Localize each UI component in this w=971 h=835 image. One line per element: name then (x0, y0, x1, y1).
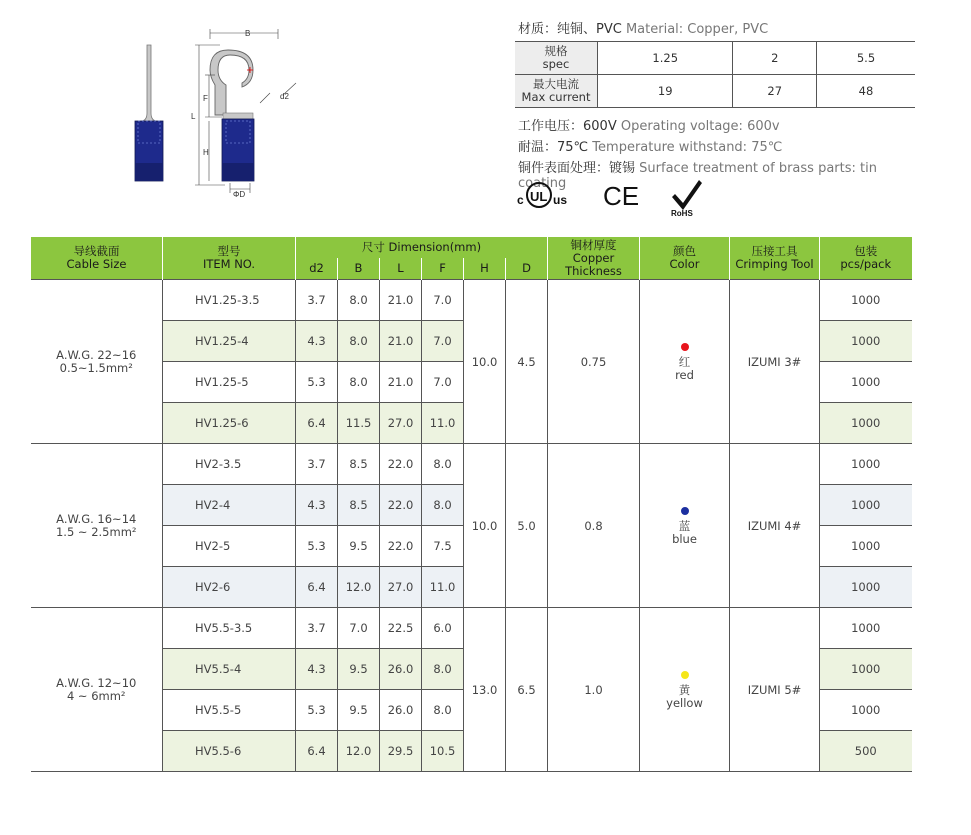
color-zh: 红 (678, 354, 691, 369)
l-cell: 29.5 (380, 731, 422, 772)
header-color (640, 237, 730, 280)
d2-cell: 4.3 (296, 649, 338, 690)
cable-size-cell (31, 280, 163, 444)
header-tool-zh: 压接工具 (751, 244, 798, 258)
l-cell: 26.0 (380, 649, 422, 690)
spec-info (518, 115, 915, 191)
table-row (31, 280, 912, 321)
item-no-cell: HV1.25-6 (163, 403, 296, 444)
item-no-cell: HV5.5-3.5 (163, 608, 296, 649)
current-value: 48 (817, 75, 916, 108)
product-table (30, 237, 912, 772)
f-cell: 8.0 (422, 690, 464, 731)
crimping-tool-cell: IZUMI 4# (730, 444, 820, 608)
b-cell: 9.5 (338, 526, 380, 567)
header-pack-zh: 包装 (854, 244, 878, 258)
l-cell: 21.0 (380, 362, 422, 403)
b-cell: 11.5 (338, 403, 380, 444)
item-no-cell: HV5.5-4 (163, 649, 296, 690)
d-cell: 4.5 (506, 280, 548, 444)
color-cell (640, 280, 730, 444)
b-cell: 8.0 (338, 362, 380, 403)
pack-cell: 1000 (820, 444, 912, 485)
pack-cell: 1000 (820, 526, 912, 567)
voltage-zh: 工作电压：600V (518, 119, 617, 134)
item-no-cell: HV2-6 (163, 567, 296, 608)
spec-value: 5.5 (817, 42, 916, 75)
temperature-zh: 耐温：75℃ (518, 140, 589, 155)
header-tool (730, 237, 820, 280)
pack-cell: 1000 (820, 362, 912, 403)
front-view-hook-terminal (210, 50, 254, 181)
temperature-en: Temperature withstand: 75℃ (592, 140, 783, 155)
pack-cell: 1000 (820, 608, 912, 649)
item-no-cell: HV1.25-3.5 (163, 280, 296, 321)
b-cell: 7.0 (338, 608, 380, 649)
pack-cell: 1000 (820, 690, 912, 731)
item-no-cell: HV5.5-5 (163, 690, 296, 731)
spec-row (515, 42, 915, 75)
f-cell: 11.0 (422, 567, 464, 608)
d2-cell: 4.3 (296, 321, 338, 362)
b-cell: 8.5 (338, 444, 380, 485)
f-cell: 11.0 (422, 403, 464, 444)
cable-awg: A.W.G. 16~14 (56, 511, 137, 526)
f-cell: 7.0 (422, 362, 464, 403)
f-cell: 10.5 (422, 731, 464, 772)
l-cell: 27.0 (380, 403, 422, 444)
header-item (163, 237, 296, 280)
f-cell: 8.0 (422, 485, 464, 526)
d2-cell: 5.3 (296, 362, 338, 403)
d2-cell: 6.4 (296, 567, 338, 608)
ul-us-text: us (553, 193, 568, 207)
current-label (515, 75, 598, 108)
d2-cell: 5.3 (296, 690, 338, 731)
spec-value: 1.25 (598, 42, 733, 75)
d-cell: 6.5 (506, 608, 548, 772)
current-value: 19 (598, 75, 733, 108)
h-cell: 13.0 (464, 608, 506, 772)
header-thickness-en1: Copper (572, 250, 615, 265)
cable-awg: A.W.G. 22~16 (56, 347, 137, 362)
header-item-en: ITEM NO. (202, 257, 256, 271)
spec-label-zh: 规格 (544, 44, 568, 58)
b-cell: 12.0 (338, 731, 380, 772)
item-no-cell: HV1.25-4 (163, 321, 296, 362)
header-l: L (380, 258, 422, 280)
header-pack-en: pcs/pack (840, 257, 892, 271)
ul-text: UL (530, 189, 548, 204)
surface-zh: 铜件表面处理：镀锡 (518, 161, 636, 176)
header-color-zh: 颜色 (673, 244, 696, 258)
table-row (31, 444, 912, 485)
d2-cell: 5.3 (296, 526, 338, 567)
d2-cell: 3.7 (296, 444, 338, 485)
item-no-cell: HV2-3.5 (163, 444, 296, 485)
cable-mm2: 4 ~ 6mm² (66, 688, 126, 703)
color-dot-icon (681, 507, 689, 515)
l-cell: 22.0 (380, 526, 422, 567)
spec-label (515, 42, 598, 75)
color-zh: 黄 (678, 682, 691, 697)
material-zh: 材质：纯铜、PVC (518, 22, 622, 37)
dim-label-phid: ΦD (233, 190, 246, 199)
l-cell: 26.0 (380, 690, 422, 731)
current-row (515, 75, 915, 108)
pack-cell: 1000 (820, 280, 912, 321)
item-no-cell: HV2-5 (163, 526, 296, 567)
d2-cell: 6.4 (296, 403, 338, 444)
h-cell: 10.0 (464, 444, 506, 608)
thickness-cell: 1.0 (548, 608, 640, 772)
dim-label-f: F (203, 94, 208, 103)
pack-cell: 500 (820, 731, 912, 772)
crimping-tool-cell: IZUMI 3# (730, 280, 820, 444)
l-cell: 27.0 (380, 567, 422, 608)
d2-cell: 6.4 (296, 731, 338, 772)
temperature-line (518, 136, 915, 157)
terminal-dimension-diagram (120, 25, 310, 200)
d-cell: 5.0 (506, 444, 548, 608)
header-cable-en: Cable Size (66, 257, 127, 271)
side-view-terminal (135, 45, 163, 181)
f-cell: 7.0 (422, 321, 464, 362)
l-cell: 22.5 (380, 608, 422, 649)
product-table-body (31, 280, 912, 772)
b-cell: 9.5 (338, 690, 380, 731)
header-row (31, 237, 912, 258)
header-dimension: 尺寸 Dimension(mm) (296, 237, 548, 258)
thickness-cell: 0.8 (548, 444, 640, 608)
d2-cell: 3.7 (296, 608, 338, 649)
pack-cell: 1000 (820, 649, 912, 690)
header-thickness-zh: 铜材厚度 (570, 237, 617, 252)
pack-cell: 1000 (820, 321, 912, 362)
ul-c-text: c (517, 193, 524, 207)
ul-logo (517, 183, 567, 207)
color-dot-icon (681, 671, 689, 679)
header-f: F (422, 258, 464, 280)
spec-block (515, 18, 915, 191)
certification-logos (515, 172, 715, 222)
current-value: 27 (733, 75, 817, 108)
pack-cell: 1000 (820, 567, 912, 608)
item-no-cell: HV1.25-5 (163, 362, 296, 403)
item-no-cell: HV2-4 (163, 485, 296, 526)
b-cell: 8.0 (338, 280, 380, 321)
spec-value: 2 (733, 42, 817, 75)
f-cell: 6.0 (422, 608, 464, 649)
b-cell: 9.5 (338, 649, 380, 690)
header-b: B (338, 258, 380, 280)
l-cell: 21.0 (380, 321, 422, 362)
d2-cell: 3.7 (296, 280, 338, 321)
f-cell: 8.0 (422, 649, 464, 690)
item-no-cell: HV5.5-6 (163, 731, 296, 772)
cable-awg: A.W.G. 12~10 (56, 675, 137, 690)
l-cell: 22.0 (380, 444, 422, 485)
thickness-cell: 0.75 (548, 280, 640, 444)
ce-logo: CE (603, 181, 640, 211)
material-line (518, 18, 915, 37)
table-row (31, 608, 912, 649)
color-zh: 蓝 (678, 518, 691, 533)
dim-label-l: L (191, 112, 196, 121)
color-cell (640, 444, 730, 608)
l-cell: 22.0 (380, 485, 422, 526)
color-en: yellow (666, 695, 703, 710)
f-cell: 8.0 (422, 444, 464, 485)
b-cell: 12.0 (338, 567, 380, 608)
voltage-line (518, 115, 915, 136)
cable-size-cell (31, 444, 163, 608)
header-color-en: Color (669, 257, 700, 271)
current-label-zh: 最大电流 (533, 77, 579, 91)
spec-current-table (515, 41, 915, 108)
pack-cell: 1000 (820, 403, 912, 444)
d2-cell: 4.3 (296, 485, 338, 526)
header-d: D (506, 258, 548, 280)
b-cell: 8.5 (338, 485, 380, 526)
cable-size-cell (31, 608, 163, 772)
color-cell (640, 608, 730, 772)
voltage-en: Operating voltage: 600v (620, 119, 780, 134)
surface-en: Surface treatment of brass parts: tin coating (518, 161, 877, 191)
l-cell: 21.0 (380, 280, 422, 321)
f-cell: 7.0 (422, 280, 464, 321)
crimping-tool-cell: IZUMI 5# (730, 608, 820, 772)
material-en: Material: Copper, PVC (625, 22, 769, 37)
rohs-logo (671, 180, 702, 218)
header-thickness-en2: Thickness (565, 263, 622, 278)
header-d2: d2 (296, 258, 338, 280)
header-thickness (548, 237, 640, 280)
header-h: H (464, 258, 506, 280)
f-cell: 7.5 (422, 526, 464, 567)
header-pack (820, 237, 912, 280)
cable-mm2: 1.5 ~ 2.5mm² (55, 524, 137, 539)
dim-label-h: H (203, 148, 209, 157)
rohs-text: RoHS (671, 209, 693, 218)
dim-label-b: B (245, 29, 251, 38)
spec-label-en: spec (542, 57, 570, 71)
header-cable (31, 237, 163, 280)
current-label-en: Max current (521, 90, 591, 104)
h-cell: 10.0 (464, 280, 506, 444)
header-item-zh: 型号 (217, 244, 241, 258)
header-tool-en: Crimping Tool (735, 257, 814, 271)
cable-mm2: 0.5~1.5mm² (59, 360, 133, 375)
dim-label-d2: d2 (280, 92, 289, 101)
color-dot-icon (681, 343, 689, 351)
color-en: red (675, 367, 694, 382)
color-en: blue (672, 531, 697, 546)
header-cable-zh: 导线截面 (73, 244, 120, 258)
b-cell: 8.0 (338, 321, 380, 362)
pack-cell: 1000 (820, 485, 912, 526)
